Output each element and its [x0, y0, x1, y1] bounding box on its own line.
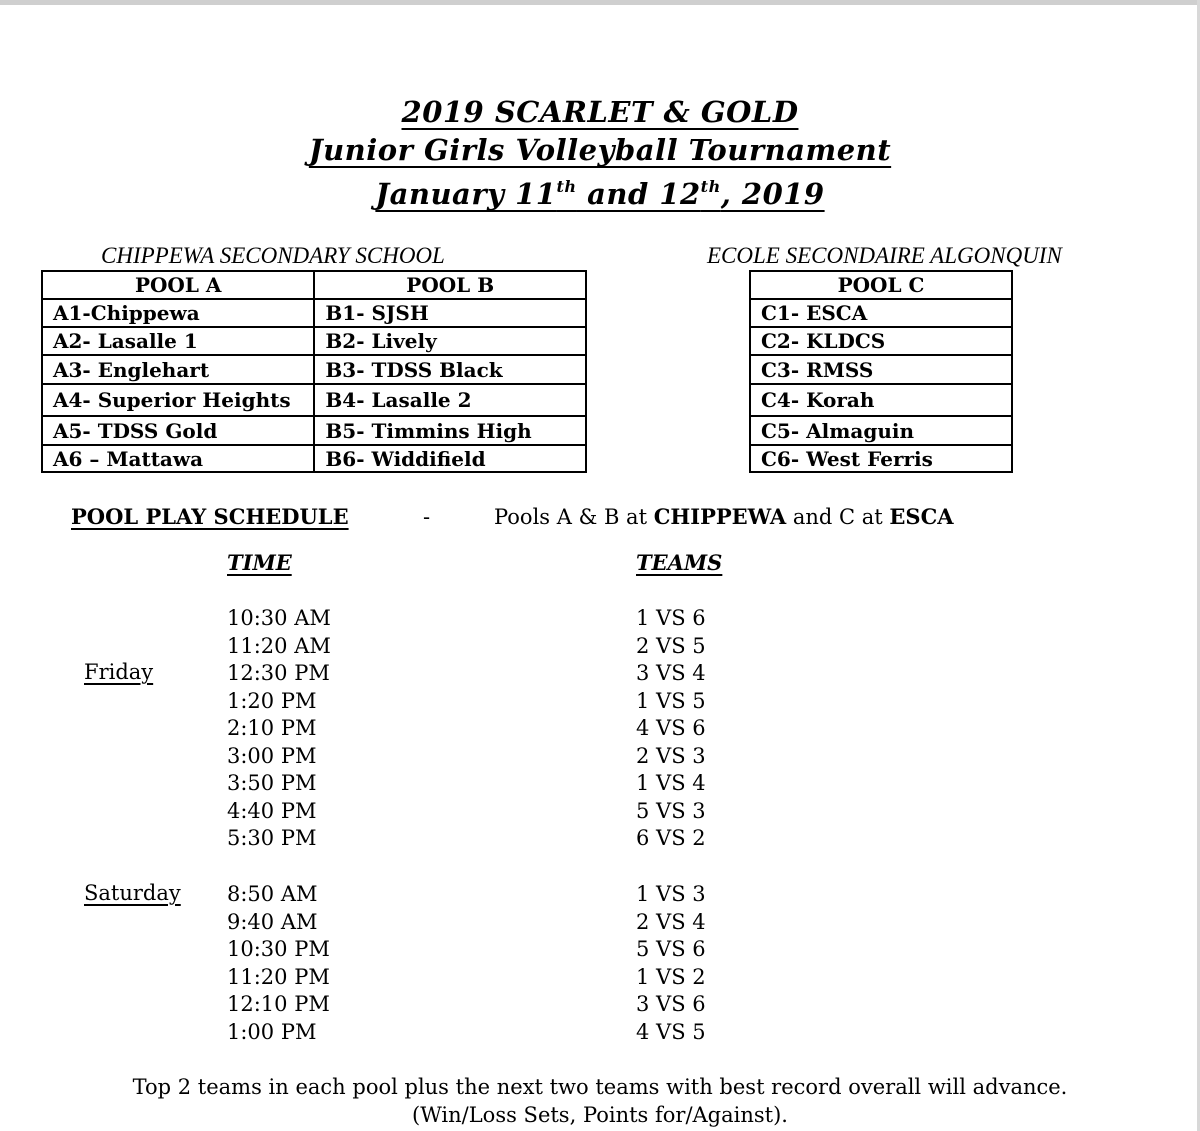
title-line-1: 2019 SCARLET & GOLD [401, 95, 799, 129]
schedule-dash: - [423, 505, 431, 529]
teams-column-header: TEAMS [636, 550, 723, 575]
friday-times [227, 605, 331, 853]
matchup: 2 VS 5 [636, 633, 706, 658]
pool-b-team: B4- Lasalle 2 [314, 384, 586, 416]
time-slot: 12:10 PM [227, 992, 330, 1016]
pool-b-team: B2- Lively [314, 327, 586, 355]
pool-a-team: A4- Superior Heights [42, 384, 314, 416]
pool-c-team: C6- West Ferris [750, 445, 1012, 472]
time-slot: 10:30 PM [227, 937, 330, 961]
pool-c-table [749, 270, 1013, 473]
time-slot: 11:20 PM [227, 964, 330, 989]
matchup: 2 VS 3 [636, 743, 706, 768]
advancement-note: Top 2 teams in each pool plus the next two teams with best record overall will advance. [132, 1075, 1068, 1099]
pool-c-team: C4- Korah [750, 384, 1012, 416]
time-slot: 5:30 PM [227, 826, 317, 850]
tiebreak-note: (Win/Loss Sets, Points for/Against). [412, 1103, 788, 1127]
time-slot: 1:00 PM [227, 1019, 317, 1044]
pool-c-team: C1- ESCA [750, 299, 1012, 327]
time-slot: 10:30 AM [227, 606, 331, 630]
saturday-games [636, 881, 706, 1046]
day-label-friday: Friday [84, 660, 154, 684]
time-slot: 3:50 PM [227, 771, 317, 795]
pool-c-header: POOL C [750, 271, 1012, 299]
pool-a-header: POOL A [42, 271, 314, 299]
day-label-saturday: Saturday [84, 881, 181, 905]
saturday-times [227, 881, 330, 1046]
pool-b-team: B6- Widdifield [314, 445, 586, 472]
pool-a-team: A6 – Mattawa [42, 445, 314, 472]
pool-b-team: B3- TDSS Black [314, 355, 586, 384]
schedule-venue: Pools A & B at CHIPPEWA and C at ESCA [494, 504, 954, 529]
pool-a-team: A2- Lasalle 1 [42, 327, 314, 355]
matchup: 5 VS 3 [636, 798, 706, 823]
schedule-title: POOL PLAY SCHEDULE [71, 504, 349, 529]
time-slot: 1:20 PM [227, 688, 317, 713]
matchup: 1 VS 2 [636, 964, 706, 989]
pool-b-team: B1- SJSH [314, 299, 586, 327]
matchup: 1 VS 6 [636, 606, 706, 630]
pool-a-team: A5- TDSS Gold [42, 416, 314, 445]
pool-c-team: C5- Almaguin [750, 416, 1012, 445]
matchup: 4 VS 5 [636, 1019, 706, 1044]
title-line-2: Junior Girls Volleyball Tournament [308, 133, 892, 167]
matchup: 4 VS 6 [636, 716, 706, 740]
school-name-right: ECOLE SECONDAIRE ALGONQUIN [707, 243, 1062, 268]
time-slot: 8:50 AM [227, 882, 318, 906]
matchup: 1 VS 3 [636, 882, 706, 906]
time-slot: 3:00 PM [227, 743, 317, 768]
time-slot: 4:40 PM [227, 798, 317, 823]
matchup: 1 VS 4 [636, 771, 706, 795]
matchup: 3 VS 4 [636, 661, 706, 685]
pool-c-team: C3- RMSS [750, 355, 1012, 384]
pool-a-team: A3- Englehart [42, 355, 314, 384]
friday-games [636, 605, 706, 853]
time-column-header: TIME [227, 550, 292, 575]
pool-c-team: C2- KLDCS [750, 327, 1012, 355]
time-slot: 11:20 AM [227, 633, 331, 658]
pool-a-team: A1-Chippewa [42, 299, 314, 327]
matchup: 3 VS 6 [636, 992, 706, 1016]
matchup: 5 VS 6 [636, 937, 706, 961]
title-line-3: January 11th and 12th, 2019 [375, 177, 825, 211]
time-slot: 12:30 PM [227, 661, 330, 685]
school-name-left: CHIPPEWA SECONDARY SCHOOL [101, 243, 445, 268]
pool-b-header: POOL B [314, 271, 586, 299]
page-top-edge [0, 0, 1200, 5]
matchup: 1 VS 5 [636, 688, 706, 713]
matchup: 6 VS 2 [636, 826, 706, 850]
pools-ab-table [41, 270, 587, 473]
time-slot: 2:10 PM [227, 716, 317, 740]
pool-b-team: B5- Timmins High [314, 416, 586, 445]
matchup: 2 VS 4 [636, 909, 706, 934]
time-slot: 9:40 AM [227, 909, 318, 934]
